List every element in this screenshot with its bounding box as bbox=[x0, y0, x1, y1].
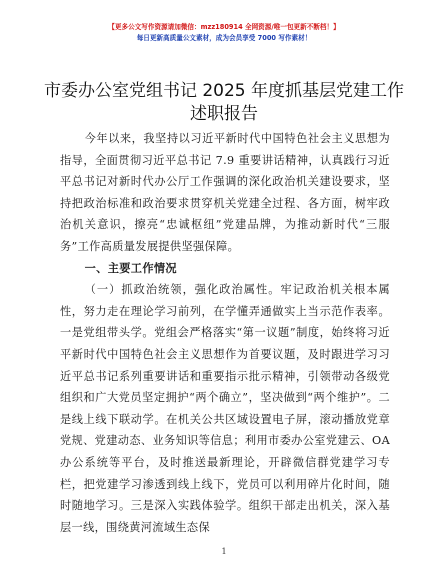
document-title: 市委办公室党组书记 2025 年度抓基层党建工作述职报告 bbox=[43, 81, 405, 124]
document-body bbox=[60, 128, 390, 538]
banner-line-2: 每日更新高质量公文素材，成为会员享受 7000 写作素材！ bbox=[136, 34, 312, 42]
intro-paragraph: 今年以来，我坚持以习近平新时代中国特色社会主义思想为指导，全面贯彻习近平总书记 7.9 重要讲话精神，认真践行习近平总书记对新时代办公厅工作强调的深化政治机关建设要求，坚持把政治标准和政治要求贯穿机关党建全过程、各方面，树牢政治机关意识，擦亮“忠诚枢纽”党建品牌，为推动新时代“三服务”工作高质量发展提供坚强保障。 bbox=[60, 132, 390, 253]
promo-banner bbox=[0, 22, 448, 44]
section-heading: 一、主要工作情况 bbox=[84, 261, 177, 275]
section-paragraph: （一）抓政治统领，强化政治属性。牢记政治机关根本属性，努力走在理论学习前列，在学懂弄通做实上当示范作表率。一是党组带头学。党组会严格落实“第一议题”制度，始终将习近平新时代中国特色社会主义思想作为首要议题，及时跟进学习习近平总书记系列重要讲话和重要指示批示精神，引领带动各级党组织和广大党员坚定拥护“两个确立”，坚决做到“两个维护”。二是线上线下联动学。在机关公共区域设置电子屏，滚动播放党章党规、党建动态、业务知识等信息；利用市委办公室党建云、OA 办公系统等平台，及时推送最新理论，开辟微信群党建学习专栏，把党建学习渗透到线上线下，党员可以利用碎片化时间，随时随地学习。三是深入实践体验学。组织干部走出机关，深入基层一线，围绕黄河流域生态保 bbox=[60, 283, 390, 534]
page-number: 1 bbox=[221, 547, 227, 556]
banner-line-1: 【更多公文写作资源请加微信：mzz180914 全网资源/唯一包更新不断档！】 bbox=[108, 23, 340, 31]
